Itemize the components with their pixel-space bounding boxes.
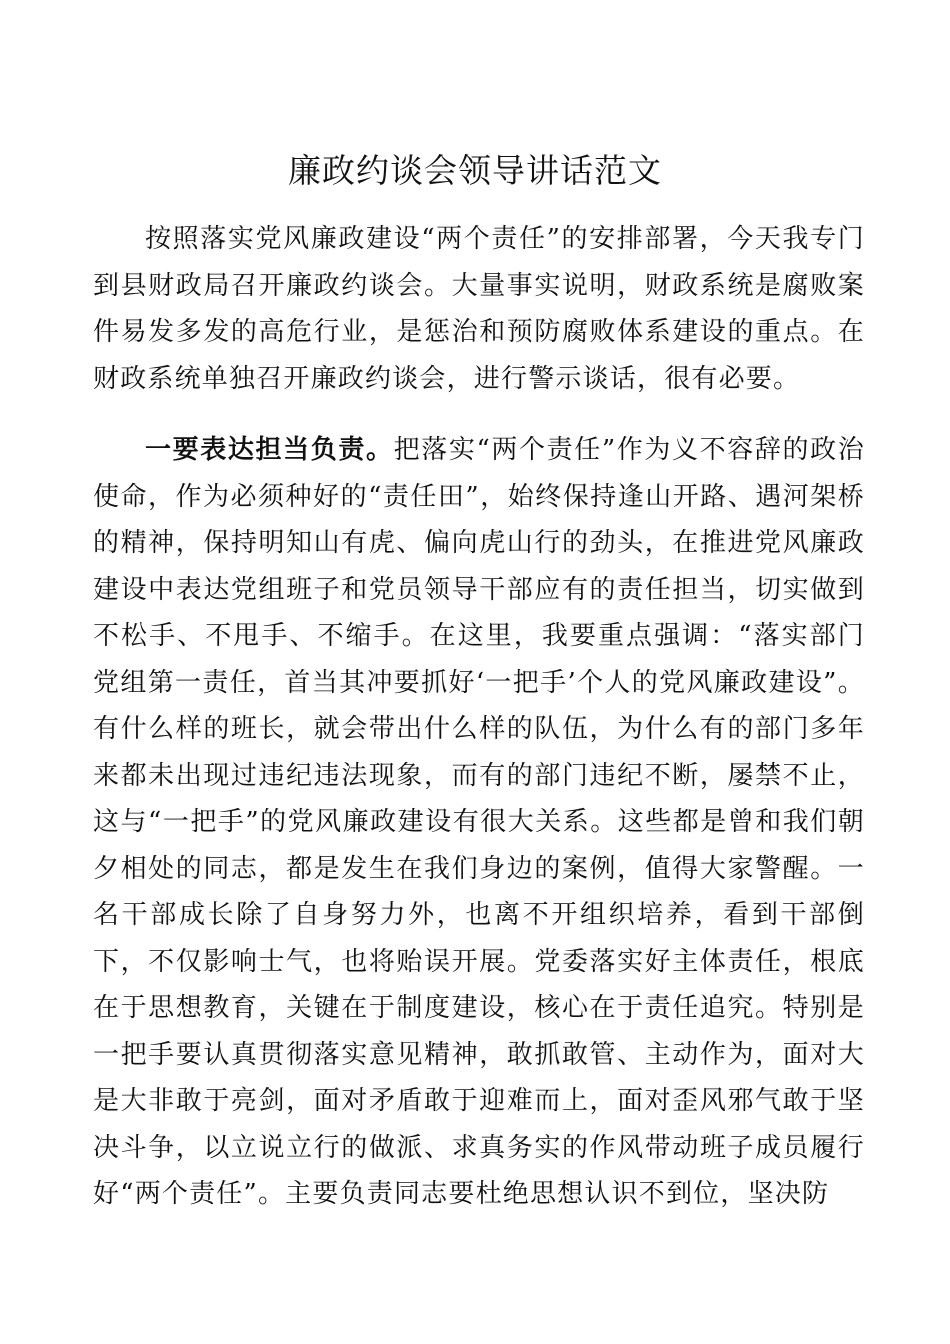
document-title: 廉政约谈会领导讲话范文	[288, 151, 662, 190]
body-paragraph-1	[93, 216, 865, 402]
body-paragraph-2	[93, 427, 865, 1218]
paragraph-text: 按照落实党风廉政建设“两个责任”的安排部署，今天我专门到县财政局召开廉政约谈会。大量事实说明，财政系统是腐败案件易发多发的高危行业，是惩治和预防腐败体系建设的重点。在财政系统单独召开廉政约谈会，进行警示谈话，很有必要。	[93, 224, 865, 394]
paragraph-lead: 一要表达担当负责。	[145, 435, 394, 465]
paragraph-text: 把落实“两个责任”作为义不容辞的政治使命，作为必须种好的“责任田”，始终保持逢山开路、遇河架桥的精神，保持明知山有虎、偏向虎山行的劲头，在推进党风廉政建设中表达党组班子和党员领导干部应有的责任担当，切实做到不松手、不甩手、不缩手。在这里，我要重点强调：“落实部门党组第一责任，首当其冲要抓好‘一把手’个人的党风廉政建设”。有什么样的班长，就会带出什么样的队伍，为什么有的部门多年来都未出现过违纪违法现象，而有的部门违纪不断，屡禁不止，这与“一把手”的党风廉政建设有很大关系。这些都是曾和我们朝夕相处的同志，都是发生在我们身边的案例，值得大家警醒。一名干部成长除了自身努力外，也离不开组织培养，看到干部倒下，不仅影响士气，也将贻误开展。党委落实好主体责任，根底在于思想教育，关键在于制度建设，核心在于责任追究。特别是一把手要认真贯彻落实意见精神，敢抓敢管、主动作为，面对大是大非敢于亮剑，面对矛盾敢于迎难而上，面对歪风邪气敢于坚决斗争，以立说立行的做派、求真务实的作风带动班子成员履行好“两个责任”。主要负责同志要杜绝思想认识不到位，坚决防	[93, 435, 865, 1209]
